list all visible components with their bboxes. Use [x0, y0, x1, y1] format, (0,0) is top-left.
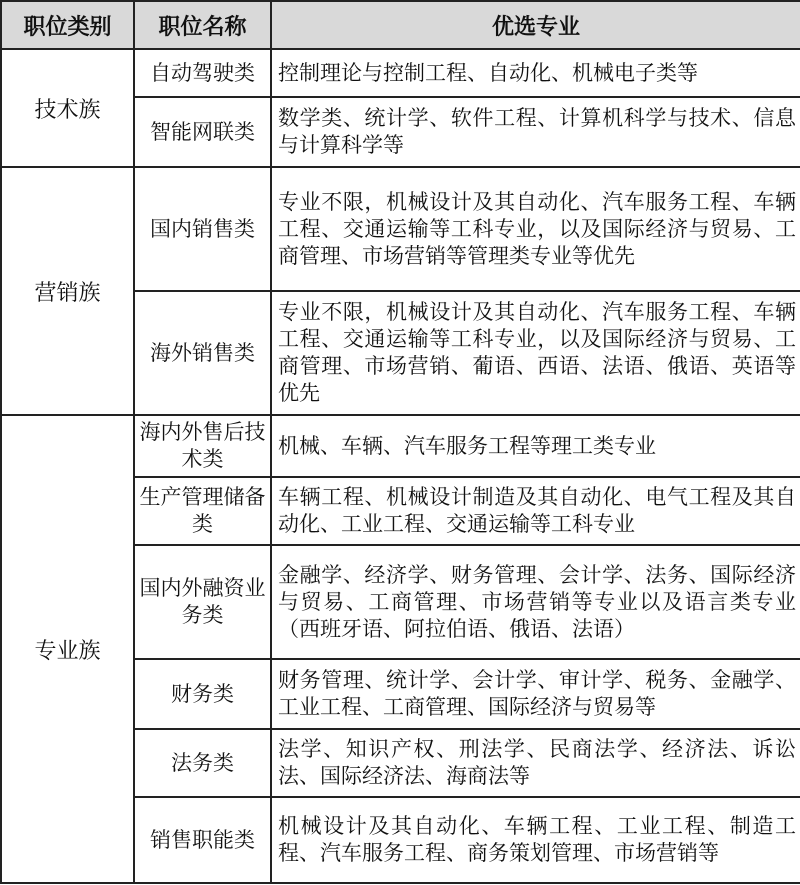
position-cell: 海内外售后技术类 [134, 415, 271, 477]
header-category: 职位类别 [1, 1, 134, 49]
category-cell: 营销族 [1, 167, 134, 415]
table-row [1, 49, 800, 97]
position-cell: 法务类 [134, 729, 271, 797]
header-row [1, 1, 800, 49]
position-cell: 自动驾驶类 [134, 49, 271, 97]
category-cell: 专业族 [1, 415, 134, 883]
table-row [1, 167, 800, 291]
position-cell: 生产管理储备类 [134, 477, 271, 545]
header-major: 优选专业 [271, 1, 800, 49]
major-cell: 金融学、经济学、财务管理、会计学、法务、国际经济与贸易、工商管理、市场营销等专业以及语言类专业（西班牙语、阿拉伯语、俄语、法语） [271, 545, 800, 659]
major-cell: 专业不限，机械设计及其自动化、汽车服务工程、车辆工程、交通运输等工科专业，以及国际经济与贸易、工商管理、市场营销等管理类专业等优先 [271, 167, 800, 291]
position-cell: 财务类 [134, 659, 271, 729]
position-cell: 海外销售类 [134, 291, 271, 415]
position-cell: 销售职能类 [134, 797, 271, 883]
major-cell: 控制理论与控制工程、自动化、机械电子类等 [271, 49, 800, 97]
category-cell: 技术族 [1, 49, 134, 167]
position-cell: 国内销售类 [134, 167, 271, 291]
position-cell: 智能网联类 [134, 97, 271, 167]
major-cell: 车辆工程、机械设计制造及其自动化、电气工程及其自动化、工业工程、交通运输等工科专业 [271, 477, 800, 545]
major-cell: 数学类、统计学、软件工程、计算机科学与技术、信息与计算科学等 [271, 97, 800, 167]
header-position: 职位名称 [134, 1, 271, 49]
table-row [1, 415, 800, 477]
major-cell: 法学、知识产权、刑法学、民商法学、经济法、诉讼法、国际经济法、海商法等 [271, 729, 800, 797]
position-cell: 国内外融资业务类 [134, 545, 271, 659]
major-cell: 机械、车辆、汽车服务工程等理工类专业 [271, 415, 800, 477]
major-cell: 专业不限，机械设计及其自动化、汽车服务工程、车辆工程、交通运输等工科专业，以及国际经济与贸易、工商管理、市场营销、葡语、西语、法语、俄语、英语等优先 [271, 291, 800, 415]
major-cell: 财务管理、统计学、会计学、审计学、税务、金融学、工业工程、工商管理、国际经济与贸易等 [271, 659, 800, 729]
major-cell: 机械设计及其自动化、车辆工程、工业工程、制造工程、汽车服务工程、商务策划管理、市场营销等 [271, 797, 800, 883]
